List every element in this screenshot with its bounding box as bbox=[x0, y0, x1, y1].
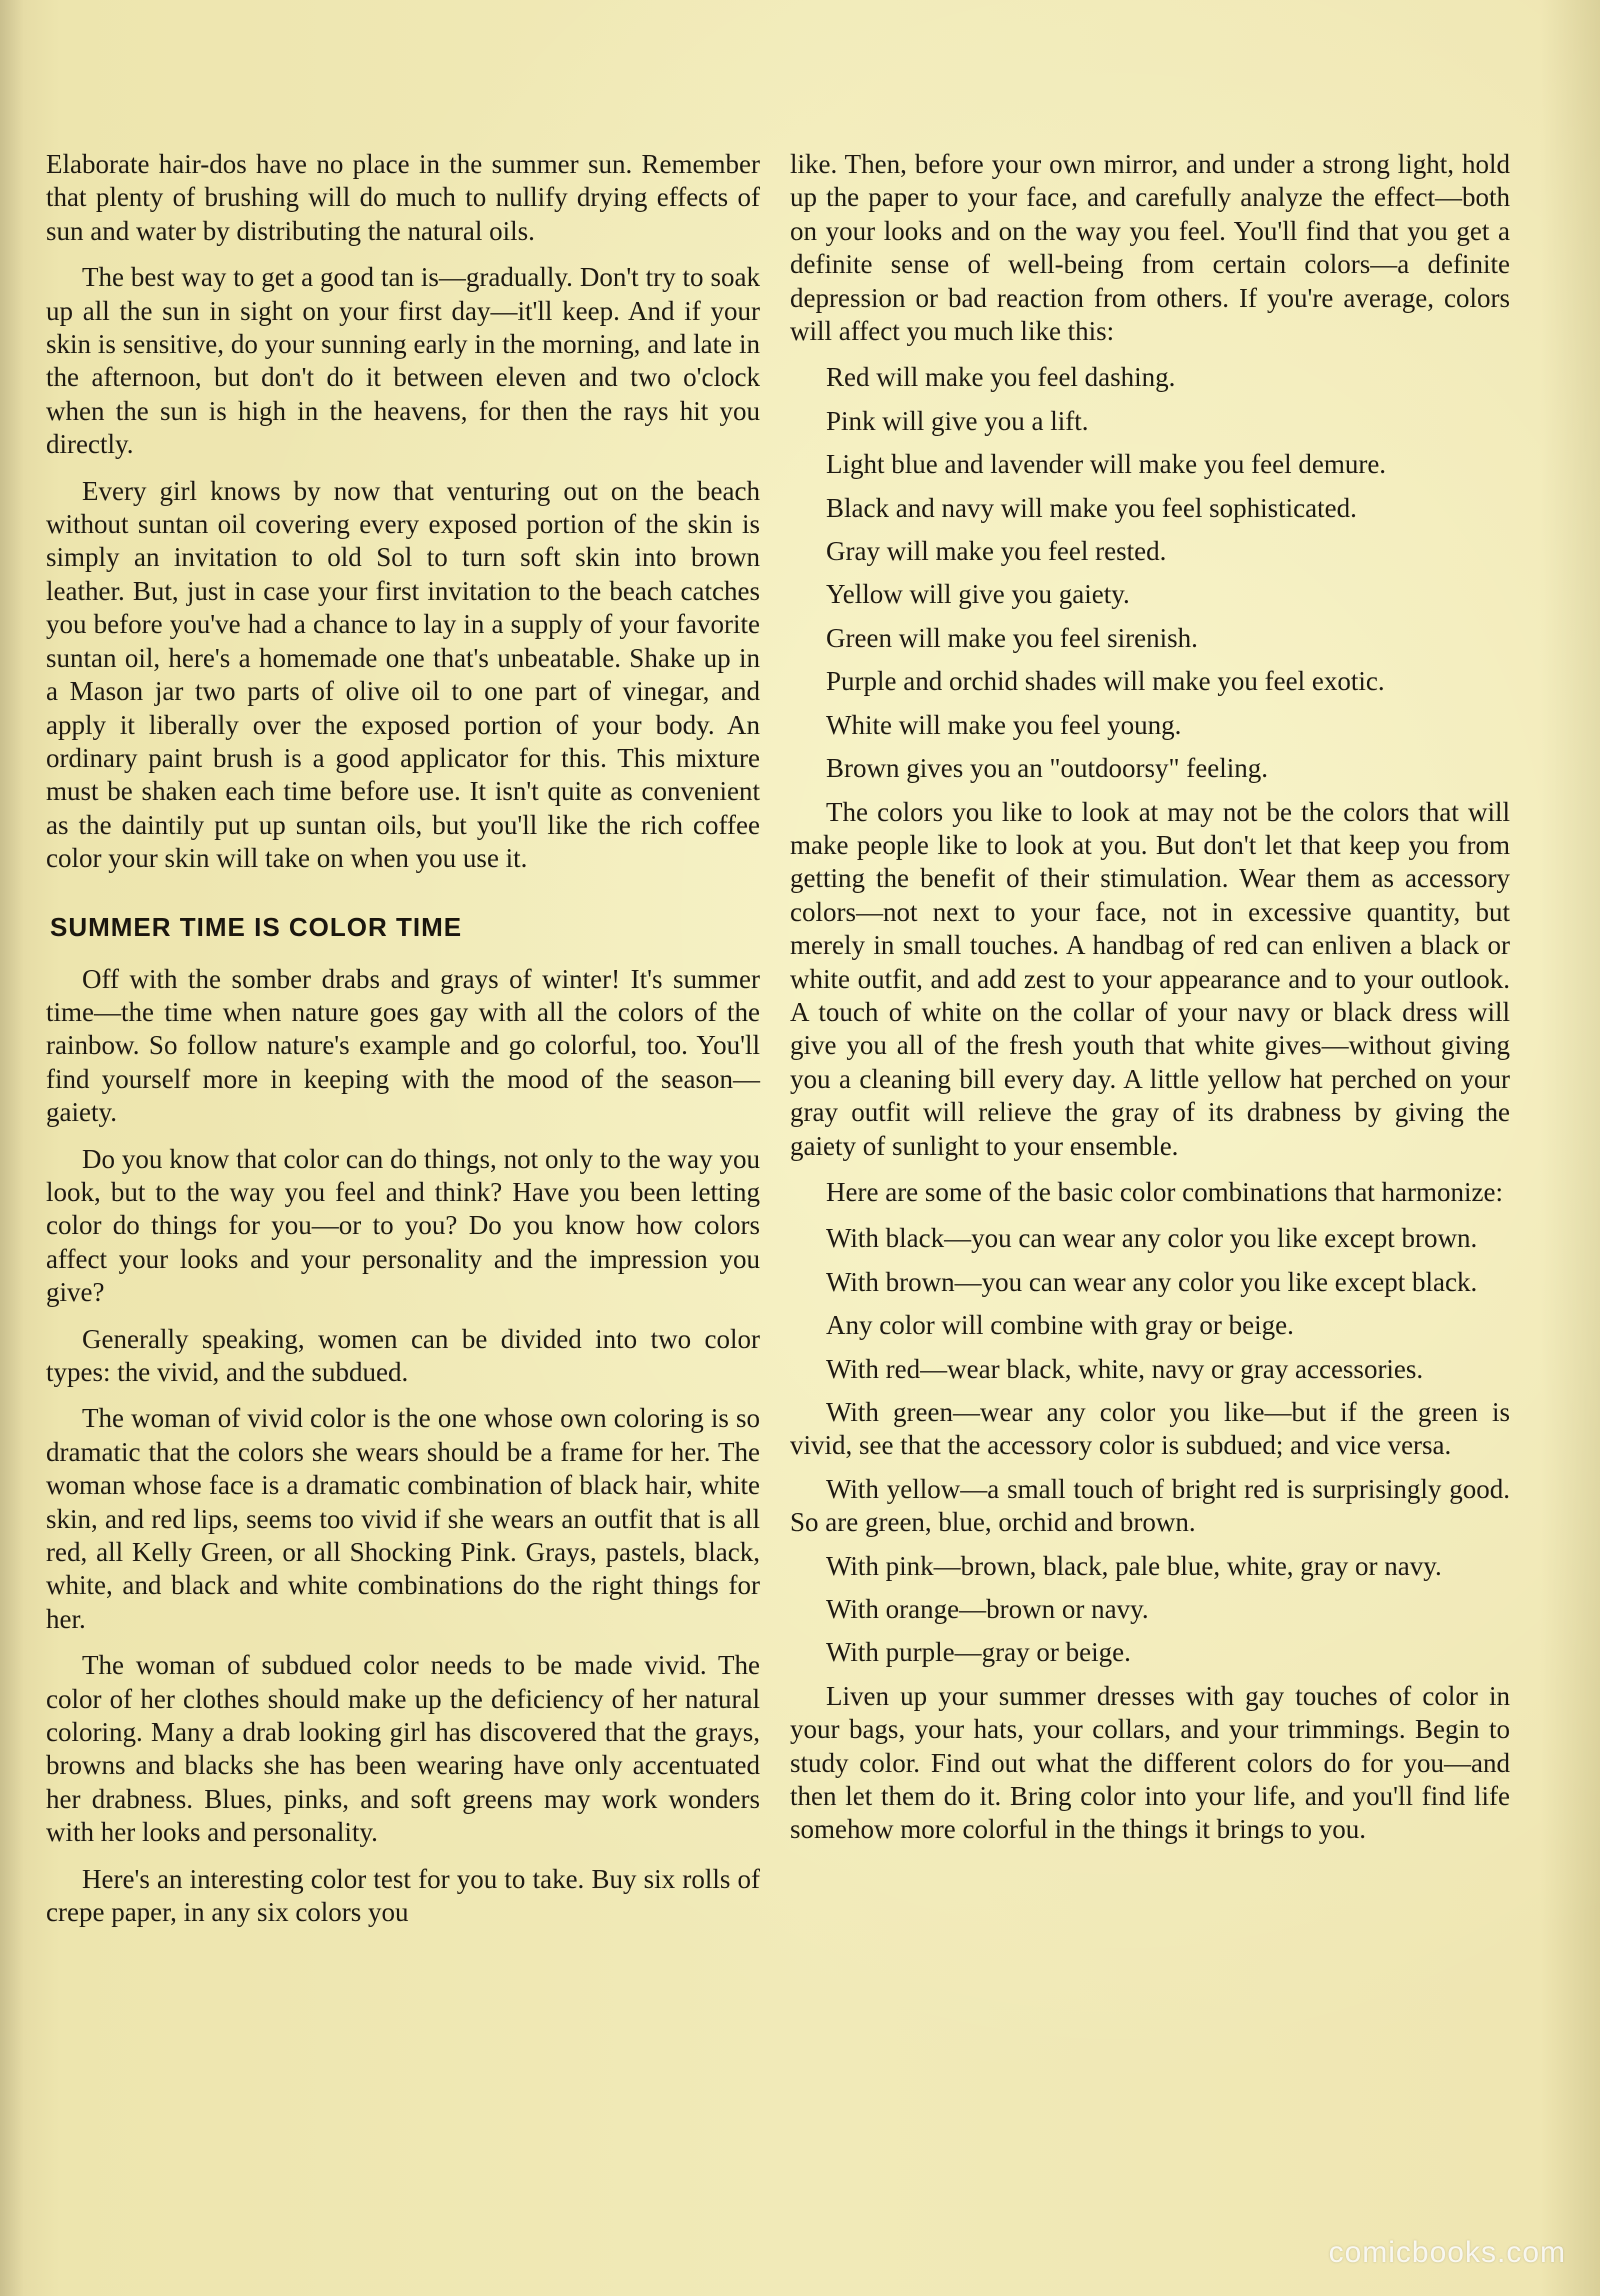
combination-item: With purple—gray or beige. bbox=[826, 1637, 1131, 1668]
paragraph-hair: Elaborate hair-dos have no place in the summer sun. Remember that plenty of brushing will do much to nullify drying effects of sun and water by distributing the natural oils. bbox=[46, 149, 760, 246]
paragraph-color-can-do: Do you know that color can do things, not only to the way you look, but to the way you feel and think? Have you been letting color do things for you—or to you? Do you know how colors affect your looks and your personality and the impression you give? bbox=[46, 1143, 760, 1308]
combination-item: With black—you can wear any color you like except brown. bbox=[826, 1223, 1478, 1254]
color-effect-item: Pink will give you a lift. bbox=[826, 405, 1089, 436]
paragraph-color-test: Here's an interesting color test for you to take. Buy six rolls of crepe paper, in any six colors you bbox=[46, 1863, 760, 1928]
color-effect-item: Light blue and lavender will make you feel demure. bbox=[826, 449, 1387, 480]
combination-item: With red—wear black, white, navy or gray accessories. bbox=[826, 1353, 1424, 1384]
paragraph-somber-drabs: Off with the somber drabs and grays of winter! It's summer time—the time when nature goes gay with all the colors of the rainbow. So follow nature's example and go colorful, too. You'll find yourself more in keeping with the mood of the season—gaiety. bbox=[46, 963, 760, 1128]
right-column bbox=[790, 148, 1510, 1860]
color-effect-item: Purple and orchid shades will make you feel exotic. bbox=[826, 666, 1385, 697]
color-effect-item: Green will make you feel sirenish. bbox=[826, 622, 1198, 653]
combination-item: With brown—you can wear any color you like except black. bbox=[826, 1266, 1478, 1297]
paragraph-color-types: Generally speaking, women can be divided into two color types: the vivid, and the subdued. bbox=[46, 1323, 760, 1387]
left-column bbox=[46, 148, 760, 1943]
paragraph-accessory-colors: The colors you like to look at may not be the colors that will make people like to look at you. But don't let that keep you from getting the benefit of their stimulation. Wear them as accessory colors—not next to your face, not in excessive quantity, but merely in small touches. A handbag of red can enliven a black or white outfit, and add zest to your appearance and to your outlook. A touch of white on the collar of your navy or black dress will give you all of the fresh youth that white gives—without giving you a cleaning bill every day. A little yellow hat perched on your gray outfit will relieve the gray of its drabness by giving the gaiety of sunlight to your ensemble. bbox=[790, 796, 1510, 1161]
paragraph-subdued: The woman of subdued color needs to be made vivid. The color of her clothes should make up the deficiency of her natural coloring. Many a drab looking girl has discovered that the grays, browns and blacks she has been wearing have only accentuated her drabness. Blues, pinks, and soft greens may work wonders with her looks and personality. bbox=[46, 1650, 760, 1848]
color-effect-item: Red will make you feel dashing. bbox=[826, 362, 1176, 393]
paragraph-tan: The best way to get a good tan is—gradually. Don't try to soak up all the sun in sight on your first day—it'll keep. And if your skin is sensitive, do your sunning early in the morning, and late in the afternoon, but don't do it between eleven and two o'clock when the sun is high in the heavens, for then the rays hit you directly. bbox=[46, 262, 760, 460]
paragraph-suntan-oil: Every girl knows by now that venturing out on the beach without suntan oil covering every exposed portion of the skin is simply an invitation to old Sol to turn soft skin into brown leather. But, just in case your first invitation to the beach catches you before you've had a chance to lay in a supply of your favorite suntan oil, here's a homemade one that's unbeatable. Shake up in a Mason jar two parts of olive oil to one part of vinegar, and apply it liberally over the exposed portion of your body. An ordinary paint brush is a good applicator for this. This mixture must be shaken each time before use. It isn't quite as convenient as the daintily put up suntan oils, but you'll like the rich coffee color your skin will take on when you use it. bbox=[46, 475, 760, 874]
combination-item: Any color will combine with gray or beige. bbox=[826, 1310, 1294, 1341]
color-effect-item: Yellow will give you gaiety. bbox=[826, 579, 1130, 610]
color-effect-item: Gray will make you feel rested. bbox=[826, 536, 1167, 567]
color-effect-item: White will make you feel young. bbox=[826, 709, 1182, 740]
color-effect-item: Brown gives you an "outdoorsy" feeling. bbox=[826, 753, 1268, 784]
combination-item: With pink—brown, black, pale blue, white, gray or navy. bbox=[826, 1550, 1442, 1581]
paragraph-vivid: The woman of vivid color is the one whose own coloring is so dramatic that the colors she wears should be a frame for her. The woman whose face is a dramatic combination of black hair, white skin, and red lips, seems too vivid if she wears an outfit that is all red, all Kelly Green, or all Shocking Pink. Grays, pastels, black, white, and black and white combinations do the right things for her. bbox=[46, 1403, 760, 1634]
combination-item: With orange—brown or navy. bbox=[826, 1594, 1149, 1625]
color-effect-item: Black and navy will make you feel sophisticated. bbox=[826, 492, 1357, 523]
paragraph-mirror: like. Then, before your own mirror, and under a strong light, hold up the paper to your face, and carefully analyze the effect—both on your looks and on the way you feel. You'll find that you get a definite sense of well-being from certain colors—a definite depression or bad reaction from others. If you're average, colors will affect you much like this: bbox=[790, 149, 1510, 347]
paragraph-combinations-intro: Here are some of the basic color combinations that harmonize: bbox=[826, 1176, 1504, 1207]
section-heading: SUMMER TIME IS COLOR TIME bbox=[50, 911, 463, 942]
combination-item: With green—wear any color you like—but if the green is vivid, see that the accessory color is subdued; and vice versa. bbox=[790, 1397, 1510, 1461]
combination-item: With yellow—a small touch of bright red is surprisingly good. So are green, blue, orchid and brown. bbox=[790, 1473, 1510, 1538]
site-watermark: comicbooks.com bbox=[1328, 2236, 1566, 2269]
paragraph-closing: Liven up your summer dresses with gay touches of color in your bags, your hats, your collars, and your trimmings. Begin to study color. Find out what the different colors do for you—and then let them do it. Bring color into your life, and you'll find life somehow more colorful in the things it brings to you. bbox=[790, 1680, 1510, 1845]
